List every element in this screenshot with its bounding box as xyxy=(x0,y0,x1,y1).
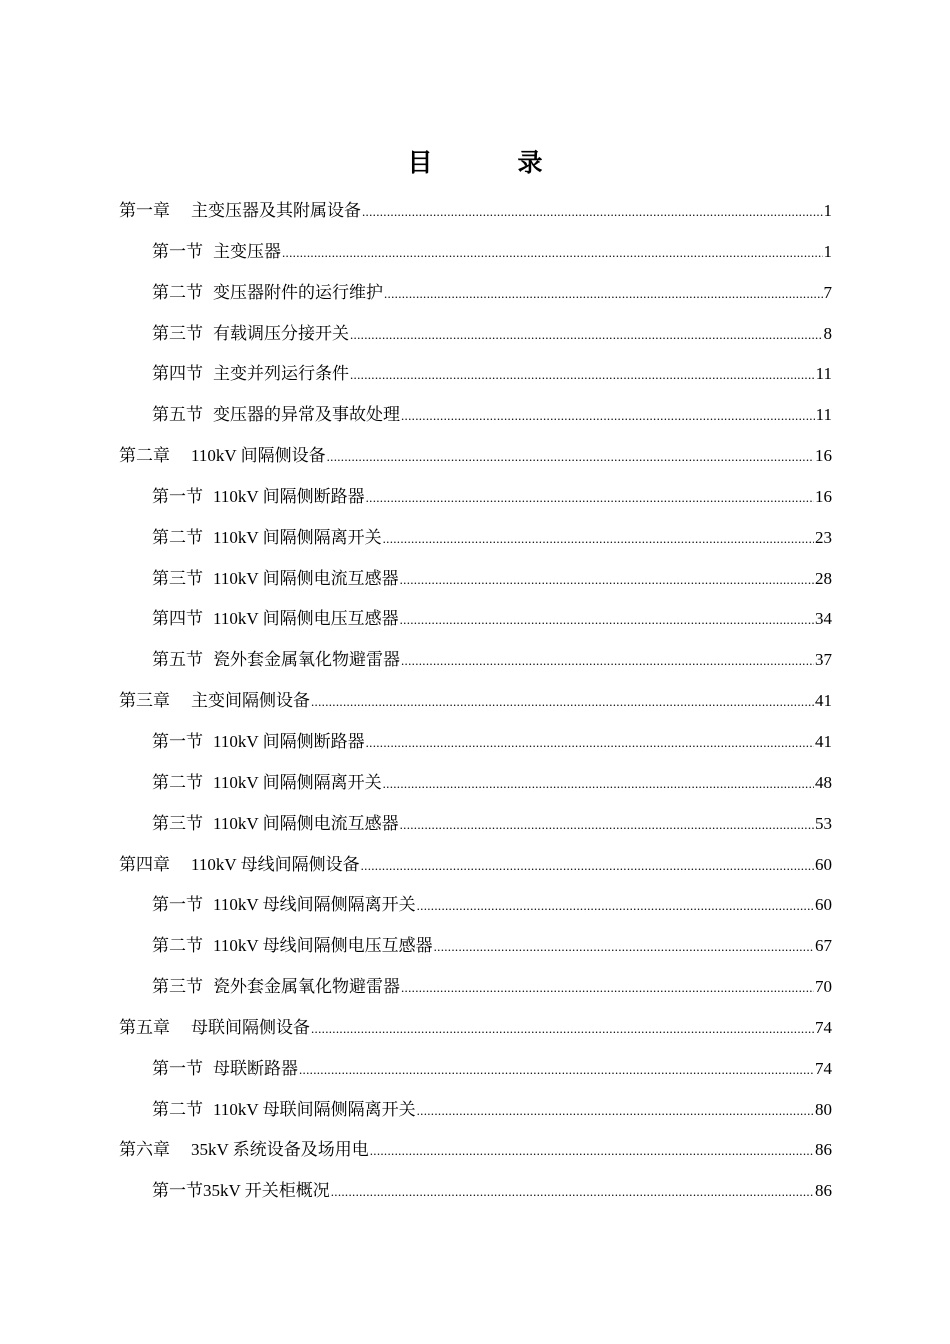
toc-entry-title: 主变间隔侧设备 xyxy=(191,691,310,711)
page-title: 目 录 xyxy=(407,150,573,177)
toc-dot-leader xyxy=(362,192,823,233)
toc-entry-number: 第二节 xyxy=(152,1099,203,1119)
toc-entry-title: 母联间隔侧设备 xyxy=(191,1017,310,1037)
toc-page-number: 11 xyxy=(815,364,832,384)
toc-dot-leader xyxy=(417,1091,814,1132)
toc-entry-label xyxy=(152,314,349,355)
toc-entry-title: 110kV 间隔侧隔离开关 xyxy=(213,772,382,792)
toc-entry-label xyxy=(152,804,399,845)
toc-page-number: 23 xyxy=(815,527,832,547)
toc-entry-label xyxy=(152,232,281,273)
toc-entry-title: 母联断路器 xyxy=(213,1058,298,1078)
toc-section-entry[interactable] xyxy=(119,477,832,518)
toc-entry-title: 110kV 间隔侧电压互感器 xyxy=(213,609,399,629)
toc-page-number: 80 xyxy=(815,1099,832,1119)
toc-dot-leader xyxy=(384,274,823,315)
toc-page-number: 41 xyxy=(815,691,832,711)
toc-entry-title: 瓷外套金属氧化物避雷器 xyxy=(213,650,400,670)
toc-entry-number: 第六章 xyxy=(119,1140,170,1160)
toc-dot-leader xyxy=(366,723,814,764)
toc-entry-number: 第四节 xyxy=(152,609,203,629)
toc-page-number: 1 xyxy=(823,201,832,220)
toc-section-entry[interactable] xyxy=(119,722,832,763)
toc-chapter-entry[interactable] xyxy=(119,845,832,886)
toc-entry-title: 35kV 系统设备及场用电 xyxy=(191,1140,369,1160)
toc-chapter-entry[interactable] xyxy=(119,436,832,477)
toc-chapter-entry[interactable] xyxy=(119,191,832,232)
toc-section-entry[interactable] xyxy=(119,763,832,804)
toc-entry-number: 第三节 xyxy=(152,323,203,343)
toc-entry-title: 瓷外套金属氧化物避雷器 xyxy=(213,977,400,997)
toc-entry-title: 有载调压分接开关 xyxy=(213,323,349,343)
toc-entry-number: 第四章 xyxy=(119,854,170,874)
toc-entry-title: 变压器附件的运行维护 xyxy=(213,282,383,302)
toc-section-entry[interactable] xyxy=(119,926,832,967)
toc-entry-label xyxy=(152,926,433,967)
toc-page-number: 53 xyxy=(815,813,832,833)
toc-entry-title: 变压器的异常及事故处理 xyxy=(213,405,400,425)
toc-page-number: 7 xyxy=(823,282,832,302)
toc-dot-leader xyxy=(401,968,814,1009)
toc-section-entry[interactable] xyxy=(119,395,832,436)
toc-page-number: 86 xyxy=(815,1140,832,1160)
toc-entry-title: 110kV 间隔侧隔离开关 xyxy=(213,527,382,547)
toc-dot-leader xyxy=(350,315,823,356)
toc-dot-leader xyxy=(299,1050,814,1091)
toc-entry-label xyxy=(119,1130,369,1171)
toc-page-number: 67 xyxy=(815,936,832,956)
toc-entry-number: 第一节 xyxy=(152,486,203,506)
toc-entry-number: 第一节 xyxy=(152,241,203,261)
toc-entry-number: 第三章 xyxy=(119,691,170,711)
table-of-contents xyxy=(119,191,832,1212)
toc-dot-leader xyxy=(350,355,815,396)
toc-entry-title: 主变压器 xyxy=(213,241,281,261)
toc-dot-leader xyxy=(282,233,823,274)
toc-entry-number: 第五节 xyxy=(152,405,203,425)
toc-section-entry[interactable] xyxy=(119,885,832,926)
toc-section-entry[interactable] xyxy=(119,967,832,1008)
toc-dot-leader xyxy=(311,682,814,723)
toc-page-number: 16 xyxy=(815,486,832,506)
toc-section-entry[interactable] xyxy=(119,1090,832,1131)
toc-chapter-entry[interactable] xyxy=(119,1130,832,1171)
toc-entry-label xyxy=(152,1171,330,1212)
toc-entry-label xyxy=(152,518,382,559)
toc-entry-number: 第二章 xyxy=(119,446,170,466)
toc-page-number: 48 xyxy=(815,772,832,792)
toc-dot-leader xyxy=(331,1172,814,1213)
toc-dot-leader xyxy=(400,600,814,641)
toc-section-entry[interactable] xyxy=(119,1171,832,1212)
toc-dot-leader xyxy=(361,846,814,887)
toc-page-number: 8 xyxy=(823,323,832,343)
toc-dot-leader xyxy=(400,805,814,846)
toc-entry-label xyxy=(119,191,361,232)
toc-entry-number: 第二节 xyxy=(152,282,203,302)
toc-entry-title: 110kV 母线间隔侧隔离开关 xyxy=(213,895,416,915)
toc-dot-leader xyxy=(383,764,814,805)
toc-page-number: 60 xyxy=(815,895,832,915)
toc-section-entry[interactable] xyxy=(119,559,832,600)
toc-page-number: 70 xyxy=(815,977,832,997)
toc-entry-label xyxy=(152,722,365,763)
toc-entry-label xyxy=(119,681,310,722)
toc-entry-number: 第一节 xyxy=(152,1181,203,1201)
toc-section-entry[interactable] xyxy=(119,599,832,640)
toc-dot-leader xyxy=(383,519,814,560)
toc-entry-number: 第五节 xyxy=(152,650,203,670)
toc-entry-label xyxy=(152,1049,298,1090)
toc-entry-label xyxy=(152,763,382,804)
toc-entry-number: 第二节 xyxy=(152,936,203,956)
toc-entry-number: 第三节 xyxy=(152,977,203,997)
toc-section-entry[interactable] xyxy=(119,314,832,355)
toc-entry-title: 110kV 母线间隔侧设备 xyxy=(191,854,360,874)
toc-page-number: 86 xyxy=(815,1181,832,1201)
toc-entry-number: 第二节 xyxy=(152,772,203,792)
toc-entry-title: 110kV 间隔侧电流互感器 xyxy=(213,568,399,588)
toc-entry-label xyxy=(152,559,399,600)
toc-page-number: 37 xyxy=(815,650,832,670)
toc-entry-title: 主变并列运行条件 xyxy=(213,364,349,384)
toc-page-number: 28 xyxy=(815,568,832,588)
toc-page-number: 74 xyxy=(815,1058,832,1078)
toc-entry-number: 第五章 xyxy=(119,1017,170,1037)
toc-entry-title: 110kV 间隔侧设备 xyxy=(191,446,326,466)
toc-entry-label xyxy=(152,477,365,518)
toc-page-number: 41 xyxy=(815,731,832,751)
toc-dot-leader xyxy=(417,886,814,927)
toc-dot-leader xyxy=(311,1009,814,1050)
toc-page-number: 1 xyxy=(823,241,832,261)
toc-entry-label xyxy=(119,845,360,886)
toc-entry-title: 110kV 母线间隔侧电压互感器 xyxy=(213,936,433,956)
toc-section-entry[interactable] xyxy=(119,518,832,559)
toc-entry-label xyxy=(152,885,416,926)
toc-entry-label xyxy=(152,354,349,395)
toc-entry-label xyxy=(152,273,383,314)
toc-page-number: 60 xyxy=(815,854,832,874)
toc-dot-leader xyxy=(434,927,814,968)
toc-dot-leader xyxy=(401,641,814,682)
toc-entry-title: 110kV 间隔侧断路器 xyxy=(213,486,365,506)
toc-section-entry[interactable] xyxy=(119,232,832,273)
toc-dot-leader xyxy=(400,560,814,601)
toc-entry-title: 35kV 开关柜概况 xyxy=(203,1181,330,1201)
toc-section-entry[interactable] xyxy=(119,1049,832,1090)
toc-entry-number: 第一节 xyxy=(152,895,203,915)
toc-entry-number: 第一章 xyxy=(119,201,170,220)
toc-section-entry[interactable] xyxy=(119,354,832,395)
toc-dot-leader xyxy=(401,396,815,437)
toc-dot-leader xyxy=(366,478,814,519)
toc-entry-label xyxy=(152,599,399,640)
toc-page-number: 16 xyxy=(815,446,832,466)
toc-entry-label xyxy=(152,967,400,1008)
toc-page-number: 11 xyxy=(815,405,832,425)
toc-entry-label xyxy=(152,640,400,681)
toc-entry-number: 第一节 xyxy=(152,731,203,751)
toc-page-number: 74 xyxy=(815,1017,832,1037)
toc-entry-title: 110kV 间隔侧断路器 xyxy=(213,731,365,751)
toc-section-entry[interactable] xyxy=(119,273,832,314)
toc-dot-leader xyxy=(370,1131,814,1172)
toc-entry-title: 主变压器及其附属设备 xyxy=(191,201,361,220)
toc-entry-label xyxy=(152,1090,416,1131)
toc-entry-number: 第四节 xyxy=(152,364,203,384)
toc-section-entry[interactable] xyxy=(119,804,832,845)
toc-entry-label xyxy=(152,395,400,436)
toc-entry-number: 第二节 xyxy=(152,527,203,547)
toc-entry-title: 110kV 间隔侧电流互感器 xyxy=(213,813,399,833)
toc-entry-number: 第一节 xyxy=(152,1058,203,1078)
toc-entry-number: 第三节 xyxy=(152,568,203,588)
toc-entry-label xyxy=(119,1008,310,1049)
toc-dot-leader xyxy=(327,437,814,478)
toc-chapter-entry[interactable] xyxy=(119,681,832,722)
toc-entry-number: 第三节 xyxy=(152,813,203,833)
toc-entry-title: 110kV 母联间隔侧隔离开关 xyxy=(213,1099,416,1119)
toc-entry-label xyxy=(119,436,326,477)
toc-page-number: 34 xyxy=(815,609,832,629)
toc-chapter-entry[interactable] xyxy=(119,1008,832,1049)
toc-section-entry[interactable] xyxy=(119,640,832,681)
